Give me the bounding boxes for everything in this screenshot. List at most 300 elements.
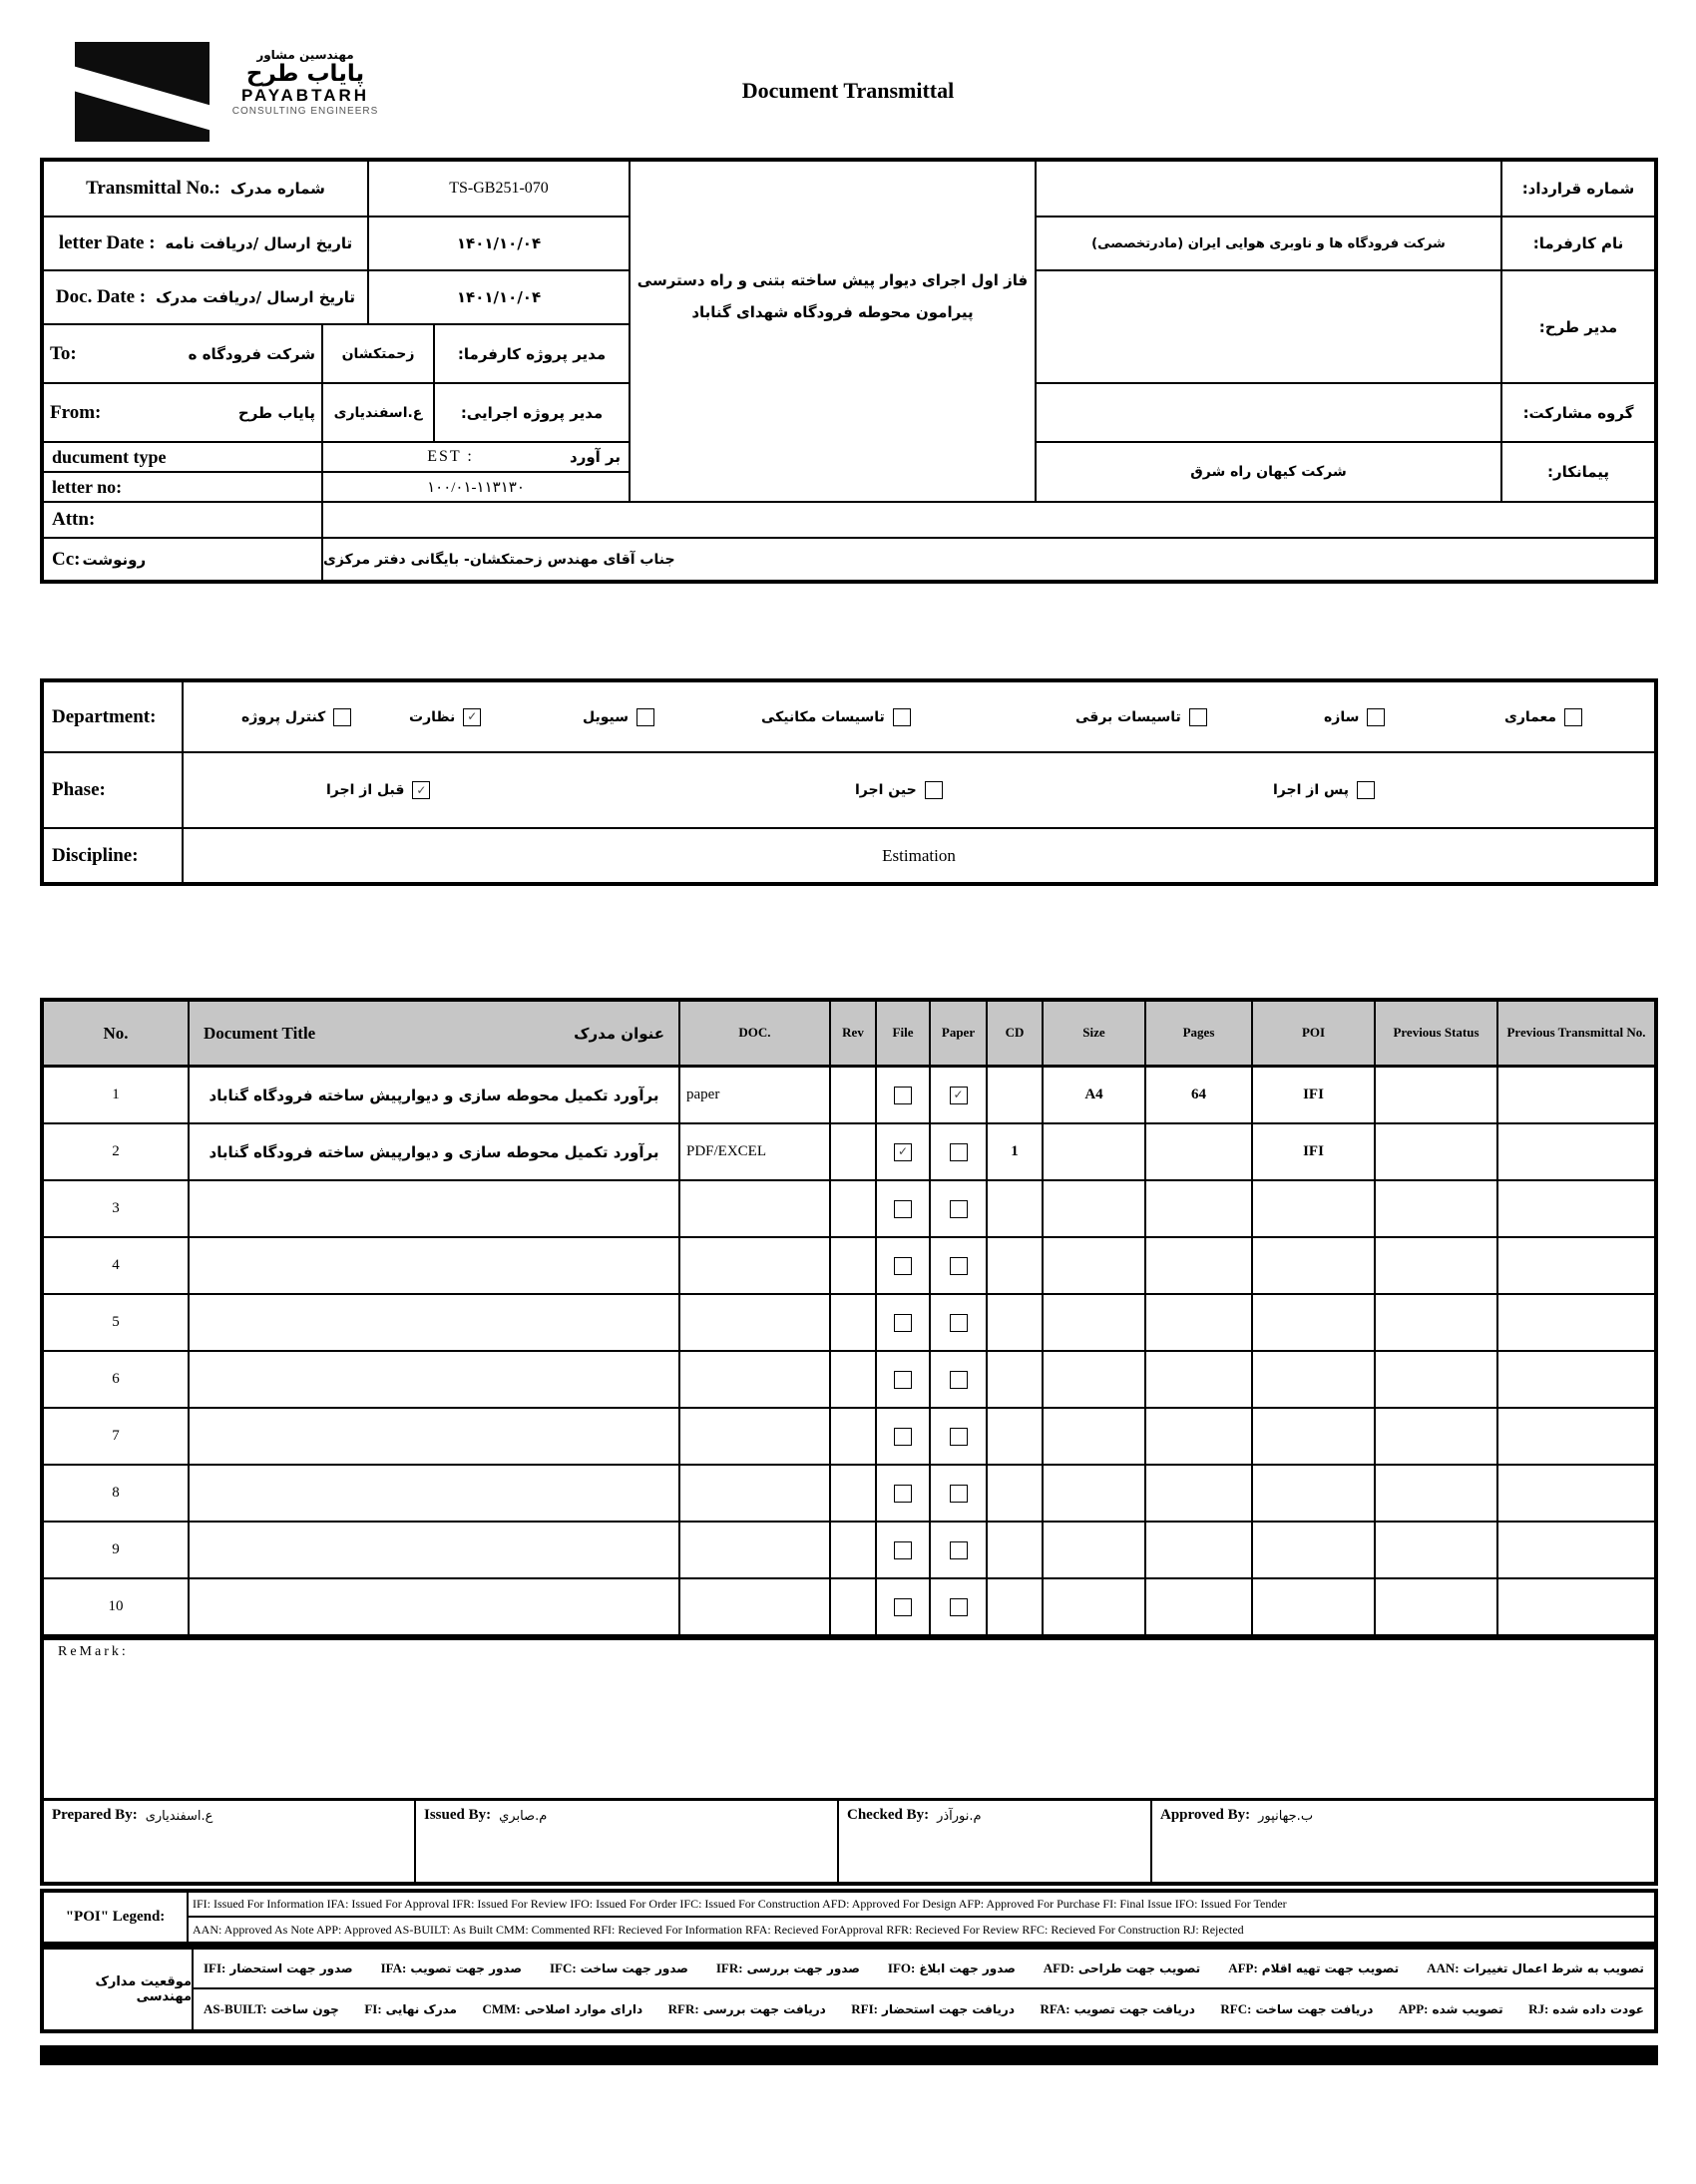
checkbox-icon[interactable]: [950, 1143, 968, 1161]
row-5-no: 5: [44, 1295, 190, 1352]
checkbox-option-label: تاسیسات مکانیکی: [761, 708, 885, 725]
row-6-file-checkbox: [877, 1352, 931, 1409]
legend-item: [381, 1961, 522, 1976]
checkbox-icon[interactable]: [894, 1087, 912, 1104]
from-value: پایاب طرح: [237, 403, 315, 422]
contractor-value: شرکت کیهان راه شرق: [1037, 443, 1502, 503]
row-4-no: 4: [44, 1238, 190, 1295]
cc-label-en: Cc:: [52, 548, 81, 570]
legend-item: [1044, 1961, 1200, 1976]
legend-item: [550, 1961, 688, 1976]
row-6-poi: [1253, 1352, 1376, 1409]
doc-date-label: [44, 271, 369, 325]
signature-name: م.صابري: [499, 1809, 548, 1824]
transmittal-no-value: TS-GB251-070: [369, 162, 631, 218]
row-1-pages: 64: [1146, 1068, 1253, 1124]
row-8-title: [190, 1466, 680, 1523]
poi-legend-line1: IFI: Issued For Information IFA: Issued For Approval IFR: Issued For Review IFO: Issued For Order IFC: Issued For Construction AFD: Approved For Design AFP: Approved For Purchase FI: Final Issue IFO: Issued For Tender: [189, 1893, 1654, 1918]
col-doc: DOC.: [680, 1002, 831, 1068]
checkbox-icon[interactable]: [893, 708, 911, 726]
checkbox-option-label: پس از اجرا: [1273, 782, 1350, 798]
row-10-cd: [988, 1579, 1044, 1636]
col-prev-status: Previous Status: [1376, 1002, 1498, 1068]
legend-item-code: IFO:: [887, 1961, 916, 1975]
legend-item-code: CMM:: [482, 2001, 521, 2016]
brand-en: PAYABTARH: [240, 86, 370, 106]
row-8-prev-status: [1376, 1466, 1498, 1523]
col-cd: CD: [988, 1002, 1044, 1068]
document-type-value: [323, 443, 631, 473]
checkbox-option[interactable]: [241, 708, 351, 726]
legend-item-text: دریافت جهت تصویب: [1073, 2002, 1195, 2016]
checkbox-option[interactable]: [761, 708, 911, 726]
row-5-cd: [988, 1295, 1044, 1352]
row-6-cd: [988, 1352, 1044, 1409]
legend-item-code: RJ:: [1528, 2001, 1549, 2016]
checkbox-icon[interactable]: [894, 1257, 912, 1275]
cc-label: [44, 539, 323, 580]
checkbox-icon[interactable]: [950, 1541, 968, 1559]
row-9-prev-status: [1376, 1523, 1498, 1579]
row-10-size: [1044, 1579, 1146, 1636]
letter-date-label-fa: تاریخ ارسال /دریافت نامه: [165, 234, 353, 252]
phase-options: [184, 753, 1654, 829]
checkbox-icon[interactable]: [1357, 781, 1375, 799]
legend-item-text: مدرک نهایی: [385, 2002, 457, 2016]
row-6-prev-transmittal: [1498, 1352, 1654, 1409]
row-5-rev: [831, 1295, 877, 1352]
col-prev-transmittal: Previous Transmittal No.: [1498, 1002, 1654, 1068]
legend-item: [204, 2001, 339, 2017]
row-2-size: [1044, 1124, 1146, 1181]
checkbox-icon[interactable]: [333, 708, 351, 726]
status-legend-row2: [194, 1989, 1654, 2029]
legend-item: [1528, 2001, 1644, 2017]
row-1-prev-status: [1376, 1068, 1498, 1124]
legend-item-text: دارای موارد اصلاحی: [524, 2002, 643, 2016]
document-type-value-fa: بر آورد: [570, 448, 621, 466]
row-3-title: [190, 1181, 680, 1238]
table-row: [44, 1466, 1654, 1523]
status-legend-label: موقعیت مدارک مهندسی: [44, 1950, 194, 2029]
signature-cell[interactable]: [839, 1801, 1152, 1882]
table-row: [44, 1523, 1654, 1579]
legend-item-code: IFR:: [715, 1961, 743, 1975]
attn-label: Attn:: [44, 503, 323, 539]
row-8-poi: [1253, 1466, 1376, 1523]
row-9-file-checkbox: [877, 1523, 931, 1579]
row-9-doc: [680, 1523, 831, 1579]
checkbox-option[interactable]: [583, 708, 654, 726]
exec-pm-label: مدیر پروژه اجرایی:: [435, 384, 631, 443]
partnership-group-value[interactable]: [1037, 384, 1502, 443]
legend-item: [1427, 1961, 1644, 1976]
page-title: Document Transmittal: [741, 78, 955, 103]
checkbox-icon[interactable]: [894, 1428, 912, 1446]
legend-item-code: RFR:: [667, 2001, 699, 2016]
checkbox-icon[interactable]: [894, 1371, 912, 1389]
row-3-size: [1044, 1181, 1146, 1238]
legend-item-code: AFP:: [1228, 1961, 1258, 1975]
row-4-poi: [1253, 1238, 1376, 1295]
remark-section[interactable]: [40, 1636, 1658, 1801]
to-label: To:: [50, 342, 77, 364]
info-table: [40, 158, 1658, 584]
row-7-no: 7: [44, 1409, 190, 1466]
row-4-size: [1044, 1238, 1146, 1295]
signature-label: Issued By:: [424, 1807, 492, 1823]
checkbox-icon[interactable]: [925, 781, 943, 799]
row-5-size: [1044, 1295, 1146, 1352]
table-row: [44, 1181, 1654, 1238]
table-row: [44, 1409, 1654, 1466]
legend-item-text: صدور جهت استحضار: [229, 1962, 353, 1975]
row-4-prev-transmittal: [1498, 1238, 1654, 1295]
table-row: [44, 1295, 1654, 1352]
row-4-paper-checkbox: [931, 1238, 988, 1295]
row-7-poi: [1253, 1409, 1376, 1466]
row-4-file-checkbox: [877, 1238, 931, 1295]
row-5-prev-transmittal: [1498, 1295, 1654, 1352]
legend-item: [888, 1961, 1016, 1976]
from-mid-value: ع.اسفندیاری: [323, 384, 435, 443]
row-9-cd: [988, 1523, 1044, 1579]
partnership-group-label: گروه مشارکت:: [1502, 384, 1654, 443]
signature-name: ب.جهانپور: [1258, 1809, 1314, 1824]
checkbox-icon[interactable]: [894, 1200, 912, 1218]
checkbox-option-label: معماری: [1504, 708, 1557, 725]
plan-manager-label: مدیر طرح:: [1502, 271, 1654, 384]
row-5-pages: [1146, 1295, 1253, 1352]
col-title-en: Document Title: [204, 1023, 316, 1043]
signature-cell[interactable]: [416, 1801, 839, 1882]
checkbox-icon[interactable]: [950, 1257, 968, 1275]
signature-cell[interactable]: [44, 1801, 416, 1882]
col-size: Size: [1044, 1002, 1146, 1068]
checkbox-option[interactable]: [855, 781, 943, 799]
col-paper: Paper: [931, 1002, 988, 1068]
client-name-value: شرکت فرودگاه ها و ناوبری هوایی ایران (مادرتخصصی): [1037, 218, 1502, 271]
phase-label: Phase:: [44, 753, 184, 829]
row-7-cd: [988, 1409, 1044, 1466]
brand-fa-large: پایاب طرح: [245, 61, 365, 87]
row-1-paper-checkbox: [931, 1068, 988, 1124]
transmittal-no-label-fa: شماره مدرک: [229, 180, 325, 198]
row-5-paper-checkbox: [931, 1295, 988, 1352]
from-row: [44, 384, 323, 443]
row-5-file-checkbox: [877, 1295, 931, 1352]
row-9-size: [1044, 1523, 1146, 1579]
client-name-label: نام کارفرما:: [1502, 218, 1654, 271]
row-10-doc: [680, 1579, 831, 1636]
row-3-pages: [1146, 1181, 1253, 1238]
row-10-title: [190, 1579, 680, 1636]
row-9-rev: [831, 1523, 877, 1579]
legend-item-code: IFA:: [380, 1961, 407, 1975]
row-8-rev: [831, 1466, 877, 1523]
checkbox-icon[interactable]: [1564, 708, 1582, 726]
row-2-poi: IFI: [1253, 1124, 1376, 1181]
checkbox-icon[interactable]: [950, 1371, 968, 1389]
bottom-bar: [40, 2045, 1658, 2065]
row-6-no: 6: [44, 1352, 190, 1409]
poi-legend: [40, 1889, 1658, 1946]
doc-date-label-fa: تاریخ ارسال /دریافت مدرک: [156, 288, 356, 306]
checked-checkbox-icon[interactable]: ✓: [463, 708, 481, 726]
row-10-no: 10: [44, 1579, 190, 1636]
row-10-prev-status: [1376, 1579, 1498, 1636]
brand-en-sub: CONSULTING ENGINEERS: [231, 106, 379, 118]
row-8-size: [1044, 1466, 1146, 1523]
row-7-paper-checkbox: [931, 1409, 988, 1466]
row-1-prev-transmittal: [1498, 1068, 1654, 1124]
letter-date-label-en: letter Date :: [58, 232, 156, 253]
row-4-cd: [988, 1238, 1044, 1295]
col-title: [190, 1002, 680, 1068]
row-4-pages: [1146, 1238, 1253, 1295]
from-label: From:: [50, 401, 102, 423]
row-8-paper-checkbox: [931, 1466, 988, 1523]
department-options: [184, 682, 1654, 753]
discipline-label: Discipline:: [44, 829, 184, 882]
row-2-prev-transmittal: [1498, 1124, 1654, 1181]
checkbox-icon[interactable]: [894, 1598, 912, 1616]
legend-item-code: APP:: [1398, 2001, 1429, 2016]
checkbox-icon[interactable]: [894, 1485, 912, 1503]
checkbox-option-label: سیویل: [583, 708, 630, 725]
row-3-poi: [1253, 1181, 1376, 1238]
legend-item: [1040, 2001, 1194, 2017]
row-3-prev-status: [1376, 1181, 1498, 1238]
table-row: [44, 1068, 1654, 1124]
checkbox-icon[interactable]: [950, 1485, 968, 1503]
row-6-rev: [831, 1352, 877, 1409]
to-mid-value: زحمتکشان: [323, 325, 435, 384]
row-5-title: [190, 1295, 680, 1352]
row-9-poi: [1253, 1523, 1376, 1579]
row-7-doc: [680, 1409, 831, 1466]
letter-no-value: ۱۰۰/۰۱-۱۱۳۱۳۰: [323, 473, 631, 503]
table-row: [44, 1124, 1654, 1181]
documents-table-header: [44, 1002, 1654, 1068]
row-5-poi: [1253, 1295, 1376, 1352]
row-2-no: 2: [44, 1124, 190, 1181]
letter-date-label: [44, 218, 369, 271]
contractor-label: پیمانکار:: [1502, 443, 1654, 503]
checkbox-icon[interactable]: [950, 1314, 968, 1332]
checkbox-option[interactable]: [1504, 708, 1582, 726]
checkbox-icon[interactable]: [950, 1598, 968, 1616]
legend-item-text: صدور جهت ابلاغ: [919, 1962, 1016, 1975]
row-8-pages: [1146, 1466, 1253, 1523]
client-pm-label: مدیر پروژه کارفرما:: [435, 325, 631, 384]
row-6-paper-checkbox: [931, 1352, 988, 1409]
legend-item-code: IFC:: [549, 1961, 577, 1975]
signature-cell[interactable]: [1152, 1801, 1654, 1882]
row-7-prev-transmittal: [1498, 1409, 1654, 1466]
poi-legend-label: "POI" Legend:: [44, 1893, 189, 1942]
legend-item-text: تصویب جهت طراحی: [1077, 1962, 1201, 1975]
legend-item: [364, 2001, 457, 2017]
row-7-pages: [1146, 1409, 1253, 1466]
row-3-no: 3: [44, 1181, 190, 1238]
department-label: Department:: [44, 682, 184, 753]
row-10-paper-checkbox: [931, 1579, 988, 1636]
row-10-rev: [831, 1579, 877, 1636]
discipline-value: Estimation: [882, 845, 956, 865]
checkbox-icon[interactable]: [894, 1541, 912, 1559]
brand-fa-small: مهندسین مشاور: [256, 48, 354, 62]
legend-item: [1220, 2001, 1373, 2017]
row-7-file-checkbox: [877, 1409, 931, 1466]
checked-checkbox-icon[interactable]: ✓: [412, 781, 430, 799]
legend-item-text: تصویب به شرط اعمال تغییرات: [1463, 1962, 1644, 1975]
row-9-title: [190, 1523, 680, 1579]
attn-value[interactable]: [323, 503, 1654, 539]
row-3-file-checkbox: [877, 1181, 931, 1238]
row-2-pages: [1146, 1124, 1253, 1181]
project-description: [631, 162, 1037, 503]
checkbox-icon[interactable]: [950, 1428, 968, 1446]
row-7-prev-status: [1376, 1409, 1498, 1466]
row-2-cd: 1: [988, 1124, 1044, 1181]
legend-item-code: FI:: [364, 2001, 382, 2016]
row-9-no: 9: [44, 1523, 190, 1579]
documents-table: [40, 998, 1658, 1640]
contract-no-value[interactable]: [1037, 162, 1502, 218]
row-3-prev-transmittal: [1498, 1181, 1654, 1238]
col-no: No.: [44, 1002, 190, 1068]
legend-item-text: صدور جهت بررسی: [746, 1962, 860, 1975]
row-9-paper-checkbox: [931, 1523, 988, 1579]
legend-item-text: صدور جهت تصویب: [410, 1962, 522, 1975]
legend-item-code: AS-BUILT:: [204, 2001, 267, 2016]
legend-item: [1228, 1961, 1399, 1976]
row-4-doc: [680, 1238, 831, 1295]
row-6-pages: [1146, 1352, 1253, 1409]
table-row: [44, 1352, 1654, 1409]
row-1-rev: [831, 1068, 877, 1124]
row-10-file-checkbox: [877, 1579, 931, 1636]
row-4-rev: [831, 1238, 877, 1295]
row-3-rev: [831, 1181, 877, 1238]
row-2-rev: [831, 1124, 877, 1181]
row-1-no: 1: [44, 1068, 190, 1124]
checkbox-icon[interactable]: [636, 708, 654, 726]
checkbox-option[interactable]: [1075, 708, 1207, 726]
row-7-size: [1044, 1409, 1146, 1466]
col-rev: Rev: [831, 1002, 877, 1068]
row-1-poi: IFI: [1253, 1068, 1376, 1124]
checkbox-icon[interactable]: [950, 1200, 968, 1218]
row-8-file-checkbox: [877, 1466, 931, 1523]
checkbox-option[interactable]: [1273, 781, 1375, 799]
legend-item-code: RFC:: [1220, 2001, 1252, 2016]
legend-item: [1399, 2001, 1503, 2017]
row-1-title: برآورد تکمیل محوطه سازی و دیوارپیش ساخته فرودگاه گناباد: [190, 1068, 680, 1124]
row-2-prev-status: [1376, 1124, 1498, 1181]
row-5-doc: [680, 1295, 831, 1352]
row-9-pages: [1146, 1523, 1253, 1579]
legend-item-text: دریافت جهت ساخت: [1255, 2002, 1374, 2016]
project-description-line1: فاز اول اجرای دیوار پیش ساخته بتنی و راه دسترسی: [636, 271, 1029, 289]
document-type-label: ducument type: [44, 443, 323, 473]
signature-label: Approved By:: [1160, 1807, 1251, 1823]
row-3-paper-checkbox: [931, 1181, 988, 1238]
cc-value: جناب آقای مهندس زحمتکشان- بایگانی دفتر مرکزی: [323, 551, 675, 568]
row-5-prev-status: [1376, 1295, 1498, 1352]
legend-item-text: تصویب شده: [1432, 2002, 1503, 2016]
signature-label: Prepared By:: [52, 1807, 138, 1823]
row-3-cd: [988, 1181, 1044, 1238]
checkbox-option[interactable]: [326, 781, 430, 799]
col-poi: POI: [1253, 1002, 1376, 1068]
legend-item-text: عودت داده شده: [1552, 2002, 1644, 2016]
transmittal-no-label-en: Transmittal No.:: [86, 178, 220, 199]
status-legend-row1: [194, 1950, 1654, 1989]
checked-checkbox-icon[interactable]: ✓: [894, 1143, 912, 1161]
legend-item-text: تصویب جهت تهیه اقلام: [1261, 1962, 1400, 1975]
remark-label: ReMark:: [58, 1644, 129, 1659]
legend-item-code: AFD:: [1043, 1961, 1074, 1975]
contract-no-label: شماره قرارداد:: [1502, 162, 1654, 218]
doc-date-value: ۱۴۰۱/۱۰/۰۴: [369, 271, 631, 325]
checkbox-option-label: نظارت: [409, 708, 456, 725]
checkbox-icon[interactable]: [1367, 708, 1385, 726]
signature-label: Checked By:: [847, 1807, 930, 1823]
legend-item-text: صدور جهت ساخت: [580, 1962, 688, 1975]
checkbox-icon[interactable]: [1189, 708, 1207, 726]
legend-item-code: AAN:: [1427, 1961, 1460, 1975]
legend-item-text: دریافت جهت بررسی: [702, 2002, 826, 2016]
checkbox-option-label: حین اجرا: [855, 782, 917, 798]
plan-manager-value[interactable]: [1037, 271, 1502, 384]
row-3-doc: [680, 1181, 831, 1238]
row-1-cd: [988, 1068, 1044, 1124]
to-row: [44, 325, 323, 384]
legend-item-text: چون ساخت: [270, 2002, 339, 2016]
checkbox-icon[interactable]: [894, 1314, 912, 1332]
checkbox-option[interactable]: [409, 708, 481, 726]
row-8-prev-transmittal: [1498, 1466, 1654, 1523]
checkbox-option-label: سازه: [1324, 708, 1360, 725]
row-6-size: [1044, 1352, 1146, 1409]
signature-row: [40, 1801, 1658, 1886]
row-8-no: 8: [44, 1466, 190, 1523]
row-7-title: [190, 1409, 680, 1466]
checked-checkbox-icon[interactable]: ✓: [950, 1087, 968, 1104]
row-4-prev-status: [1376, 1238, 1498, 1295]
checkbox-option[interactable]: [1324, 708, 1385, 726]
legend-item-text: دریافت جهت استحضار: [882, 2002, 1015, 2016]
project-description-line2: پیرامون محوطه فرودگاه شهدای گناباد: [691, 303, 974, 321]
row-7-rev: [831, 1409, 877, 1466]
table-row: [44, 1579, 1654, 1636]
col-pages: Pages: [1146, 1002, 1253, 1068]
row-2-doc: PDF/EXCEL: [680, 1124, 831, 1181]
legend-item: [851, 2001, 1015, 2017]
checkbox-option-label: کنترل پروژه: [241, 708, 326, 725]
col-file: File: [877, 1002, 931, 1068]
legend-item: [204, 1961, 353, 1976]
row-1-size: A4: [1044, 1068, 1146, 1124]
col-title-fa: عنوان مدرک: [574, 1024, 664, 1043]
legend-item-code: IFI:: [204, 1961, 226, 1975]
row-2-title: برآورد تکمیل محوطه سازی و دیوارپیش ساخته فرودگاه گناباد: [190, 1124, 680, 1181]
poi-legend-line2: AAN: Approved As Note APP: Approved AS-BUILT: As Built CMM: Commented RFI: Recieved For Information RFA: Recieved ForApproval RFR: Recieved For Review RFC: Recieved For Construction RJ: Rejected: [193, 1922, 1244, 1937]
row-6-prev-status: [1376, 1352, 1498, 1409]
status-legend: [40, 1946, 1658, 2033]
